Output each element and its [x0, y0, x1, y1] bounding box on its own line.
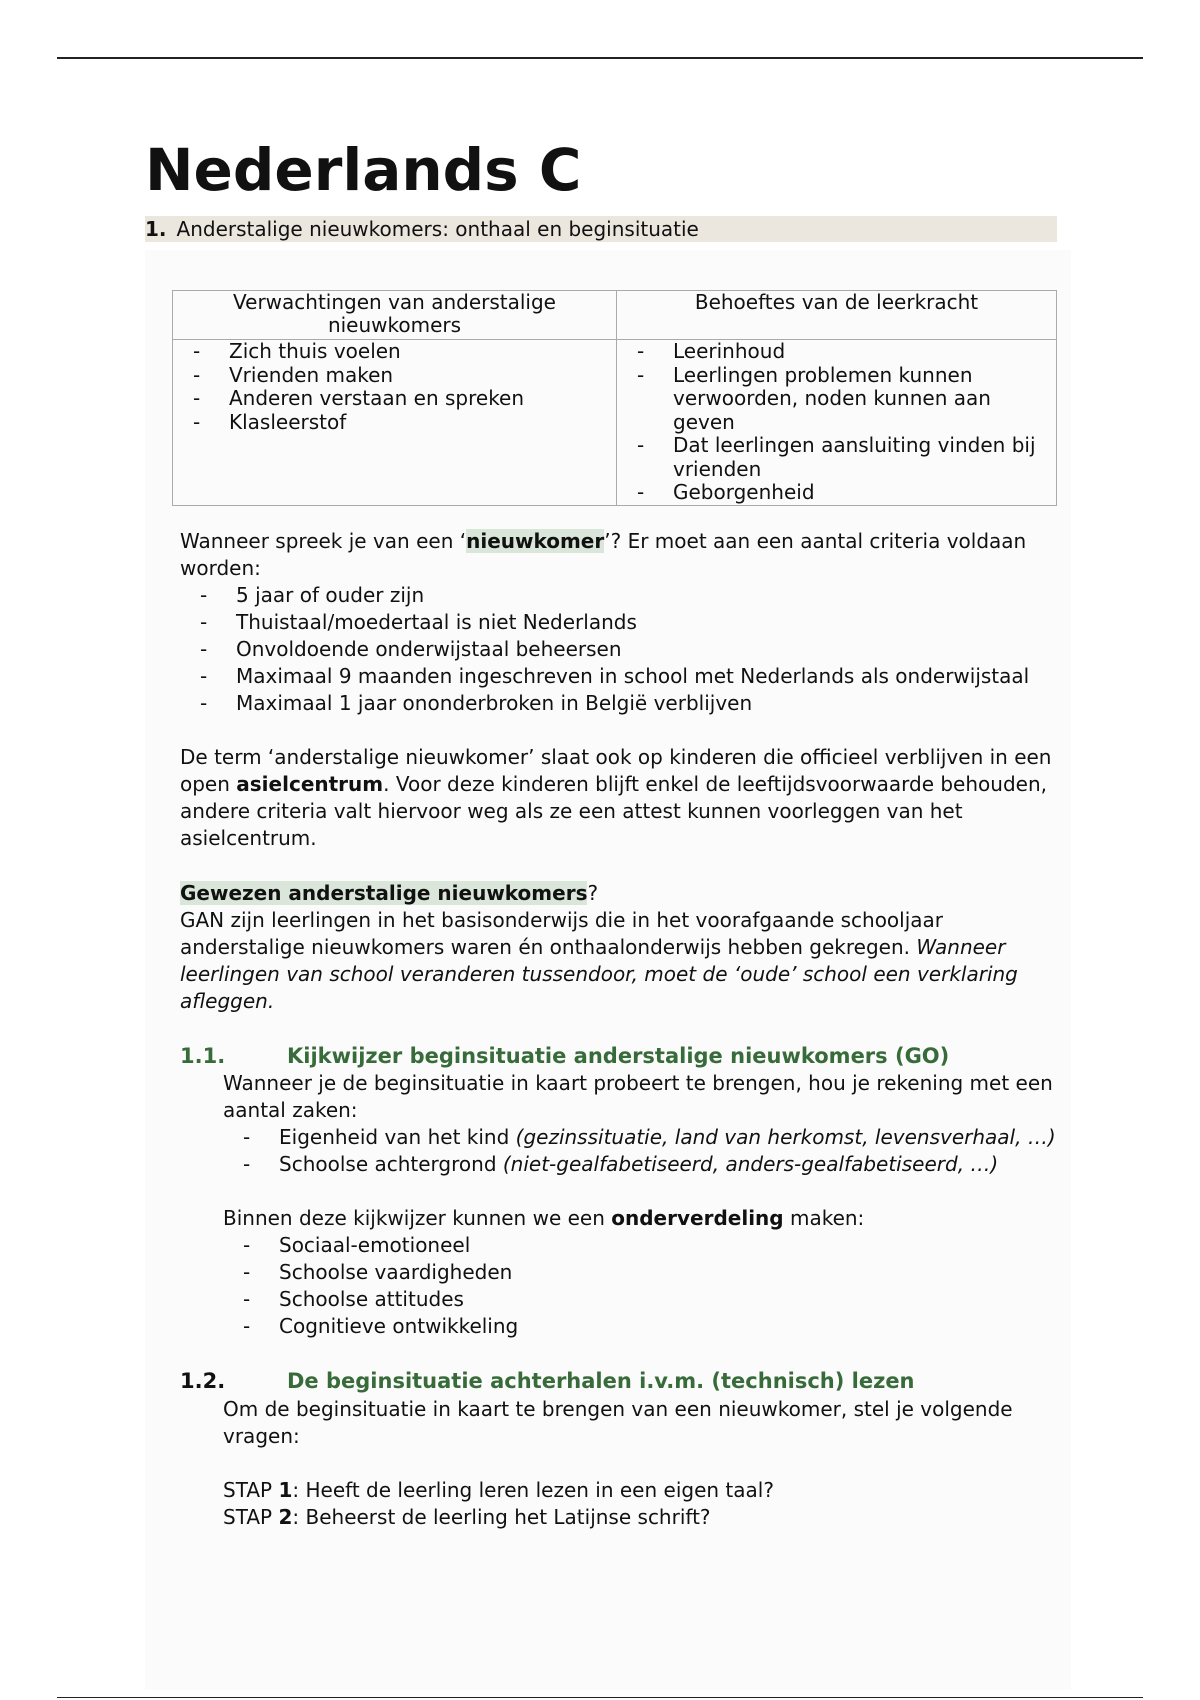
gewezen-paragraph — [180, 907, 1060, 1015]
paragraph-text: De term ‘anderstalige nieuwkomer’ slaat ook op kinderen die officieel verblijven in een open — [180, 745, 1052, 796]
section-1-2-number: 1.2. — [180, 1369, 226, 1393]
list-item — [223, 1151, 1073, 1178]
gewezen-heading-text: Gewezen anderstalige nieuwkomers — [180, 881, 588, 905]
section-1-1-heading — [180, 1043, 949, 1070]
table-header-needs: Behoeftes van de leerkracht — [617, 291, 1057, 340]
intro-text: Wanneer spreek je van een ‘ — [180, 529, 467, 553]
list-item: - Thuistaal/moedertaal is niet Nederlands — [180, 609, 1060, 636]
list-item: - Vrienden maken — [173, 364, 616, 388]
item-italic: (gezinssituatie, land van herkomst, levensverhaal, …) — [515, 1125, 1056, 1149]
gewezen-heading-suffix: ? — [587, 881, 599, 905]
table-cell-needs — [617, 340, 1057, 506]
list-item: - Onvoldoende onderwijstaal beheersen — [180, 636, 1060, 663]
list-item: - 5 jaar of ouder zijn — [180, 582, 1060, 609]
intro-text: ’? Er moet aan een aantal criteria voldaan worden: — [180, 529, 1027, 580]
list-item: - Geborgenheid — [617, 481, 1056, 505]
paragraph-italic: Wanneer leerlingen van school veranderen tussendoor, moet de ‘oude’ school een verklaring afleggen. — [180, 935, 1018, 1013]
section-1-2-body — [223, 1396, 1073, 1531]
item-text: Eigenheid van het kind — [279, 1125, 516, 1149]
step-text: : Beheerst de leerling het Latijnse schrift? — [292, 1505, 711, 1529]
section-1-1-intro: Wanneer je de beginsituatie in kaart probeert te brengen, hou je rekening met een aantal zaken: — [223, 1071, 1053, 1122]
list-item: - Cognitieve ontwikkeling — [223, 1313, 1073, 1340]
list-item: - Maximaal 9 maanden ingeschreven in school met Nederlands als onderwijstaal — [180, 663, 1060, 690]
section-1-1-body — [223, 1070, 1073, 1340]
kijkwijzer-list — [223, 1124, 1073, 1178]
step-number: 1 — [278, 1478, 293, 1502]
list-item: - Anderen verstaan en spreken — [173, 387, 616, 411]
step-number: 2 — [278, 1505, 293, 1529]
section-1-heading — [145, 216, 1057, 242]
criteria-list — [180, 582, 1060, 717]
onderverdeling-list — [223, 1232, 1073, 1340]
item-italic: (niet-gealfabetiseerd, anders-gealfabetiseerd, …) — [502, 1152, 999, 1176]
needs-list — [617, 340, 1056, 505]
asielcentrum-term: asielcentrum — [236, 772, 384, 796]
onderverdeling-term: onderverdeling — [611, 1206, 784, 1230]
top-rule — [57, 57, 1143, 59]
list-item: - Klasleerstof — [173, 411, 616, 435]
table-body-row — [173, 340, 1057, 506]
item-text: Schoolse achtergrond — [279, 1152, 503, 1176]
expectations-list — [173, 340, 616, 434]
step-text: : Heeft de leerling leren lezen in een eigen taal? — [292, 1478, 774, 1502]
list-item: - Zich thuis voelen — [173, 340, 616, 364]
gewezen-heading — [180, 880, 1060, 907]
step-label: STAP — [223, 1505, 279, 1529]
section-1-1-number: 1.1. — [180, 1044, 226, 1068]
step-label: STAP — [223, 1478, 279, 1502]
nieuwkomer-term: nieuwkomer — [466, 529, 605, 553]
list-item: - Schoolse attitudes — [223, 1286, 1073, 1313]
paragraph-text: . Voor deze kinderen blijft enkel de leeftijdsvoorwaarde behouden, andere criteria valt hiervoor weg als ze een attest kunnen voorleggen van het asielcentrum. — [180, 772, 1047, 850]
page-title: Nederlands C — [145, 136, 582, 204]
list-item — [223, 1124, 1073, 1151]
list-item: - Maximaal 1 jaar ononderbroken in België verblijven — [180, 690, 1060, 717]
comparison-table — [172, 290, 1057, 506]
list-item: - Dat leerlingen aansluiting vinden bij vrienden — [617, 434, 1056, 481]
table-header-row — [173, 291, 1057, 340]
bottom-rule — [57, 1697, 1143, 1698]
list-item: - Schoolse vaardigheden — [223, 1259, 1073, 1286]
step-1 — [223, 1477, 1073, 1504]
intro-text: maken: — [783, 1206, 865, 1230]
list-item: - Leerinhoud — [617, 340, 1056, 364]
asielcentrum-paragraph — [180, 744, 1060, 852]
paragraph-text: GAN zijn leerlingen in het basisonderwijs die in het voorafgaande schooljaar anderstalige nieuwkomers waren én onthaalonderwijs hebben gekregen. — [180, 908, 944, 959]
list-item: - Leerlingen problemen kunnen verwoorden, noden kunnen aan geven — [617, 364, 1056, 435]
intro-text: Binnen deze kijkwijzer kunnen we een — [223, 1206, 612, 1230]
nieuwkomer-intro — [180, 528, 1060, 582]
table-header-expectations: Verwachtingen van anderstalige nieuwkomers — [173, 291, 617, 340]
table-cell-expectations — [173, 340, 617, 506]
paragraph — [180, 744, 1060, 852]
list-item: - Sociaal-emotioneel — [223, 1232, 1073, 1259]
onderverdeling-intro — [223, 1205, 1073, 1232]
section-1-2-intro: Om de beginsituatie in kaart te brengen van een nieuwkomer, stel je volgende vragen: — [223, 1397, 1013, 1448]
section-1-number: 1. — [145, 217, 167, 241]
section-1-2-title: De beginsituatie achterhalen i.v.m. (technisch) lezen — [287, 1369, 915, 1393]
section-1-title: Anderstalige nieuwkomers: onthaal en beginsituatie — [176, 217, 699, 241]
section-1-2-heading — [180, 1368, 915, 1395]
step-2 — [223, 1504, 1073, 1531]
gewezen-block — [180, 880, 1060, 1015]
nieuwkomer-criteria-block — [180, 528, 1060, 717]
section-1-1-title: Kijkwijzer beginsituatie anderstalige nieuwkomers (GO) — [287, 1044, 950, 1068]
